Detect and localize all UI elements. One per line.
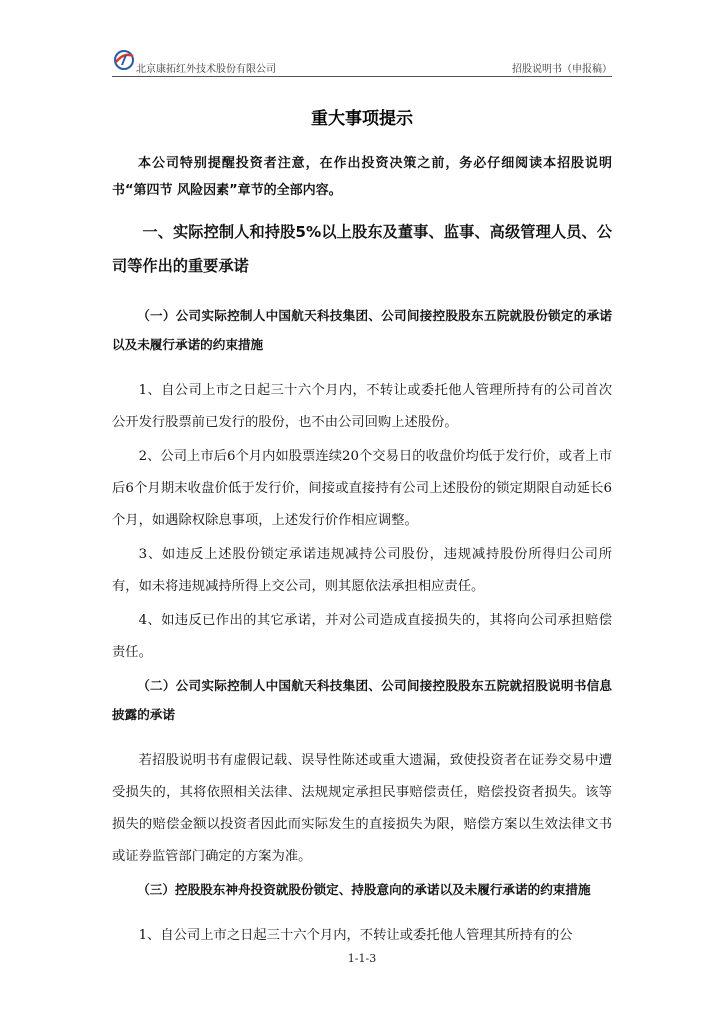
paragraph: 1、自公司上市之日起三十六个月内，不转让或委托他人管理其所持有的公	[138, 928, 573, 943]
subsection-heading-3: （三）控股股东神舟投资就股份锁定、持股意向的承诺以及未履行承诺的约束措施	[137, 882, 591, 897]
page-title: 重大事项提示	[311, 109, 413, 129]
paragraph: 若招股说明书有虚假记载、误导性陈述或重大遗漏，致使投资者在证券交易中遭受损失的，其将依照相关法律、法规规定承担民事赔偿责任，赔偿投资者损失。该等损失的赔偿金额以投资者因此而实际发生的直接损失为限，赔偿方案以生效法律文书或证券监管部门确定的方案为准。	[112, 753, 612, 864]
subsection-heading-2: （二）公司实际控制人中国航天科技集团、公司间接控股股东五院就招股说明书信息披露的承诺	[112, 678, 612, 722]
page-header	[112, 48, 612, 78]
company-logo-icon	[112, 48, 136, 72]
document-type: 招股说明书（申报稿）	[512, 64, 612, 75]
page-number: 1-1-3	[347, 952, 377, 965]
paragraph: 2、公司上市后6个月内如股票连续20个交易日的收盘价均低于发行价，或者上市后6个月期末收盘价低于发行价，间接或直接持有公司上述股份的锁定期限自动延长6个月，如遇除权除息事项，上述发行价作相应调整。	[112, 449, 612, 528]
subsection-heading-1: （一）公司实际控制人中国航天科技集团、公司间接控股股东五院就股份锁定的承诺以及未履行承诺的约束措施	[112, 308, 612, 352]
company-name: 北京康拓红外技术股份有限公司	[136, 64, 276, 75]
intro-paragraph: 本公司特别提醒投资者注意，在作出投资决策之前，务必仔细阅读本招股说明书“第四节 风险因素”章节的全部内容。	[112, 156, 612, 198]
paragraph: 3、如违反上述股份锁定承诺违规减持公司股份，违规减持股份所得归公司所有，如未将违规减持所得上交公司，则其愿依法承担相应责任。	[112, 547, 612, 594]
paragraph: 1、自公司上市之日起三十六个月内，不转让或委托他人管理所持有的公司首次公开发行股票前已发行的股份，也不由公司回购上述股份。	[112, 383, 612, 430]
document-body	[112, 150, 612, 952]
section-heading: 一、实际控制人和持股5%以上股东及董事、监事、高级管理人员、公司等作出的重要承诺	[112, 223, 612, 275]
paragraph: 4、如违反已作出的其它承诺，并对公司造成直接损失的，其将向公司承担赔偿责任。	[112, 613, 612, 660]
header-rule	[112, 76, 612, 77]
